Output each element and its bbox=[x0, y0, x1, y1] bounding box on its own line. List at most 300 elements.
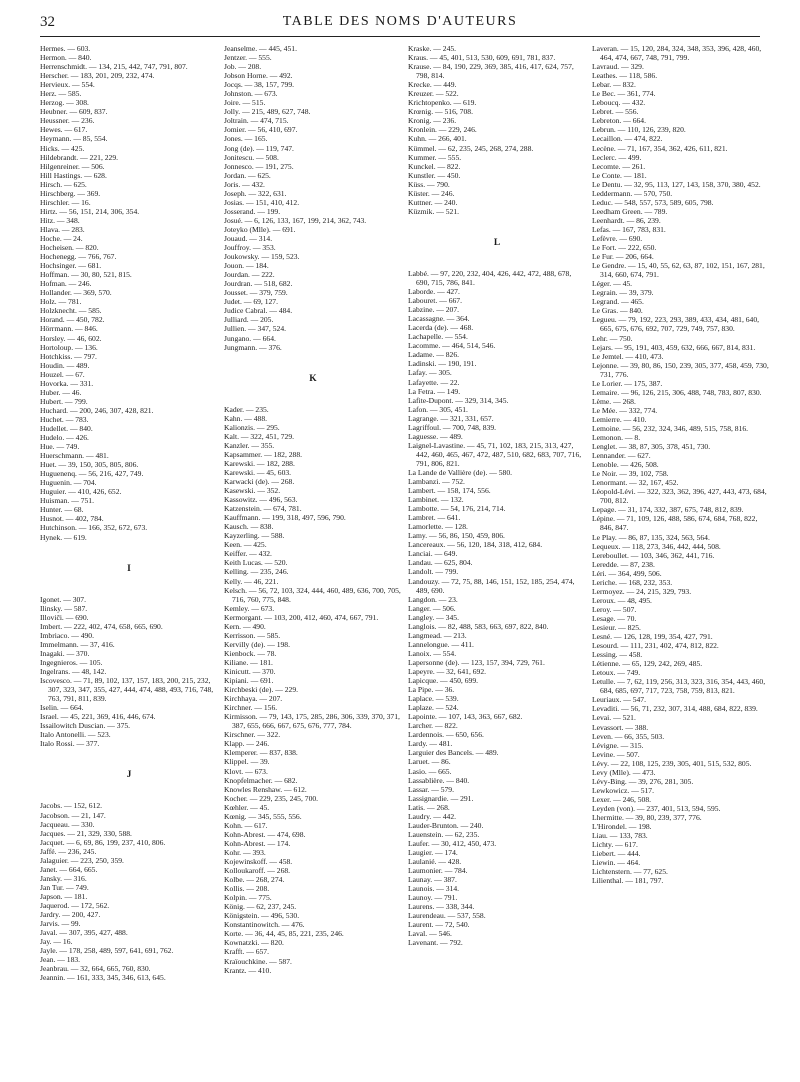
index-entry: La Fetra. — 149. bbox=[408, 386, 461, 396]
index-entry: Hlava. — 283. bbox=[40, 224, 85, 234]
index-entry: Jan Tur. — 749. bbox=[40, 882, 89, 892]
index-entry: Krecke. — 449. bbox=[408, 80, 457, 90]
index-entry: Lanciai. — 649. bbox=[408, 549, 458, 559]
index-entry: Holz. — 781. bbox=[40, 297, 82, 307]
index-entry: Lemierre. — 410. bbox=[592, 414, 647, 424]
header-rule bbox=[40, 36, 760, 37]
index-entry: Kirschner. — 322. bbox=[224, 730, 281, 740]
index-entry: Lavraud. — 329. bbox=[592, 62, 644, 72]
index-entry: Kassowitz. — 496, 563. bbox=[224, 495, 298, 505]
index-entry: Jacobs. — 152, 612. bbox=[40, 801, 103, 811]
index-entry: Laulanié. — 428. bbox=[408, 856, 462, 866]
index-entry: Jeanbrau. — 32, 664, 665, 760, 830. bbox=[40, 964, 151, 974]
index-entry: Klippel. — 39. bbox=[224, 757, 270, 767]
index-entry: Kanzler. — 355. bbox=[224, 440, 275, 450]
index-entry: Lebret. — 556. bbox=[592, 107, 639, 117]
index-entry: Lévigne. — 315. bbox=[592, 740, 644, 750]
index-entry: Langley. — 345. bbox=[408, 612, 459, 622]
index-entry: Ilinsky. — 587. bbox=[40, 603, 88, 613]
index-entry: Lapersonne (de). — 123, 157, 394, 729, 761. bbox=[408, 657, 545, 667]
index-entry: Kayzerling. — 588. bbox=[224, 531, 285, 541]
index-entry: Larcher. — 822. bbox=[408, 721, 458, 731]
index-entry: Lamorlette. — 128. bbox=[408, 522, 468, 532]
index-entry: Levine. — 507. bbox=[592, 749, 640, 759]
index-entry: Laplace. — 539. bbox=[408, 694, 459, 704]
index-entry: Jayle. — 178, 258, 489, 597, 641, 691, 762. bbox=[40, 946, 174, 956]
index-entry: Levai. — 521. bbox=[592, 713, 636, 723]
index-entry: Lassablière. — 840. bbox=[408, 775, 470, 785]
index-entry: Launay. — 387. bbox=[408, 875, 457, 885]
index-entry: Lichtenstern. — 77, 625. bbox=[592, 867, 668, 877]
index-entry: Kœnig. — 345, 555, 556. bbox=[224, 811, 302, 821]
index-entry: Jaffé. — 236, 245. bbox=[40, 846, 97, 856]
index-entry: Lassar. — 579. bbox=[408, 784, 454, 794]
index-entry: Ingegnieros. — 105. bbox=[40, 657, 103, 667]
section-letter: J bbox=[126, 770, 132, 781]
index-entry: Lewkowicz. — 517. bbox=[592, 785, 654, 795]
index-entry: Lemaire. — 96, 126, 215, 306, 488, 748, 783, 807, 830. bbox=[592, 387, 762, 397]
index-entry: Lichty. — 617. bbox=[592, 840, 638, 850]
index-entry: Letoux. — 749. bbox=[592, 668, 641, 678]
index-entry: Leclerc. — 499. bbox=[592, 152, 642, 162]
index-entry: Launoy. — 791. bbox=[408, 893, 458, 903]
index-entry: Illoviči. — 690. bbox=[40, 612, 89, 622]
index-entry: Kohn-Abrest. — 474, 698. bbox=[224, 829, 306, 839]
index-entry: Lafite-Dupont. — 329, 314, 345. bbox=[408, 395, 509, 405]
index-entry: Langmead. — 213. bbox=[408, 630, 467, 640]
index-entry: Immelmann. — 37, 416. bbox=[40, 639, 115, 649]
index-entry: Ladame. — 826. bbox=[408, 350, 460, 360]
index-entry: Jacquet. — 6, 69, 86, 199, 237, 410, 806. bbox=[40, 837, 166, 847]
index-entry: Hitz. — 348. bbox=[40, 215, 80, 225]
index-column-2 bbox=[224, 44, 402, 1074]
index-entry: Klovt. — 673. bbox=[224, 766, 268, 776]
index-entry: Laplaze. — 524. bbox=[408, 703, 459, 713]
index-entry: Lequeux. — 118, 273, 346, 442, 444, 508. bbox=[592, 541, 721, 551]
index-entry: Labbé. — 97, 220, 232, 404, 426, 442, 472, 488, 678, 690, 715, 786, 841. bbox=[408, 268, 572, 287]
index-entry: Lafon. — 305, 451. bbox=[408, 404, 468, 414]
index-entry: Jourdan. — 222. bbox=[224, 270, 275, 280]
index-entry: Lacomme. — 464, 514, 546. bbox=[408, 341, 496, 351]
index-entry: Laignel-Lavastine. — 45, 71, 102, 183, 215, 313, 427, 442, 460, 465, 467, 472, 487, 510, 682, 683, 707, 716, 791, 806, 821. bbox=[408, 440, 582, 468]
index-entry: Hirsch. — 625. bbox=[40, 179, 87, 189]
index-entry: Laufer. — 30, 412, 450, 473. bbox=[408, 838, 497, 848]
index-entry: Kermorgant. — 103, 200, 412, 460, 474, 667, 791. bbox=[224, 612, 379, 622]
index-entry: Kreuzer. — 522. bbox=[408, 89, 459, 99]
index-entry: Krœnig. — 516, 708. bbox=[408, 107, 473, 117]
index-entry: Legrand. — 465. bbox=[592, 297, 644, 307]
index-entry: Kohr. — 393. bbox=[224, 847, 266, 857]
index-entry: Le Fort. — 222, 650. bbox=[592, 243, 657, 253]
index-entry: Heubner. — 609, 837. bbox=[40, 107, 108, 117]
index-entry: Lafayette. — 22. bbox=[408, 377, 460, 387]
index-entry: Jeannin. — 161, 333, 345, 346, 613, 645. bbox=[40, 973, 166, 983]
index-entry: Lagrange. — 321, 331, 657. bbox=[408, 413, 494, 423]
index-entry: Jalaguier. — 223, 250, 359. bbox=[40, 855, 124, 865]
index-entry: Hildebrandt. — 221, 229. bbox=[40, 152, 119, 162]
index-entry: Kiliane. — 181. bbox=[224, 657, 273, 667]
index-entry: Hirtz. — 56, 151, 214, 306, 354. bbox=[40, 206, 140, 216]
index-entry: Liau. — 133, 783. bbox=[592, 831, 648, 841]
index-entry: Hortoloup. — 136. bbox=[40, 342, 98, 352]
section-letter: I bbox=[127, 563, 131, 574]
index-entry: Lamy. — 56, 86, 150, 459, 806. bbox=[408, 531, 505, 541]
index-entry: Leriche. — 168, 232, 353. bbox=[592, 577, 673, 587]
index-entry: Lesourd. — 111, 231, 402, 474, 812, 822. bbox=[592, 641, 719, 651]
index-entry: Heussner. — 236. bbox=[40, 116, 95, 126]
index-entry: Leduc. — 548, 557, 573, 589, 605, 798. bbox=[592, 197, 714, 207]
index-entry: Jaquerod. — 172, 562. bbox=[40, 900, 110, 910]
index-entry: Krichtopenko. — 619. bbox=[408, 98, 477, 108]
index-entry: Imbert. — 222, 402, 474, 658, 665, 690. bbox=[40, 621, 163, 631]
index-entry: Kohn. — 617. bbox=[224, 820, 268, 830]
index-entry: Liewin. — 464. bbox=[592, 858, 641, 868]
index-entry: Kasewski. — 352. bbox=[224, 486, 281, 496]
index-entry: Le Mée. — 332, 774. bbox=[592, 405, 658, 415]
index-entry: Hubert. — 799. bbox=[40, 396, 88, 406]
index-entry: Kojewinskoff. — 458. bbox=[224, 856, 293, 866]
index-entry: Karwacki (de). — 268. bbox=[224, 477, 295, 487]
index-entry: Joteyko (Mlle). — 691. bbox=[224, 224, 296, 234]
index-entry: Lafay. — 305. bbox=[408, 368, 452, 378]
index-entry: Kolloukaroff. — 268. bbox=[224, 866, 291, 876]
index-entry: Imbriaco. — 490. bbox=[40, 630, 94, 640]
index-entry: Le Noir. — 39, 102, 758. bbox=[592, 469, 669, 479]
index-entry: Landau. — 625, 804. bbox=[408, 558, 473, 568]
index-entry: Leuriaux. — 547. bbox=[592, 695, 646, 705]
index-entry: Janet. — 664, 665. bbox=[40, 864, 98, 874]
index-entry: Huchard. — 200, 246, 307, 428, 821. bbox=[40, 405, 154, 415]
index-entry: Le Gras. — 840. bbox=[592, 306, 643, 316]
index-entry: Leroux. — 48, 495. bbox=[592, 595, 652, 605]
index-entry: Jarvis. — 99. bbox=[40, 919, 81, 929]
index-entry: Kuhn. — 266, 401. bbox=[408, 134, 467, 144]
index-entry: Joris. — 432. bbox=[224, 179, 265, 189]
index-entry: Iselin. — 664. bbox=[40, 703, 84, 713]
index-entry: Lebreton. — 664. bbox=[592, 116, 646, 126]
index-entry: Le Gendre. — 15, 40, 55, 62, 63, 87, 102, 151, 167, 281, 314, 660, 674, 791. bbox=[592, 261, 765, 280]
index-entry: Le Conte. — 181. bbox=[592, 170, 647, 180]
index-entry: Hofman. — 246. bbox=[40, 279, 92, 289]
index-entry: Lambanzi. — 752. bbox=[408, 477, 465, 487]
index-entry: Lejonne. — 39, 80, 86, 150, 239, 305, 377, 458, 459, 730, 731, 776. bbox=[592, 360, 769, 379]
index-entry: Huisman. — 751. bbox=[40, 496, 94, 506]
index-entry: Lavenant. — 792. bbox=[408, 938, 463, 948]
index-entry: Joseph. — 322, 631. bbox=[224, 188, 287, 198]
index-entry: Hervieux. — 554. bbox=[40, 80, 95, 90]
index-entry: Lachapelle. — 554. bbox=[408, 332, 468, 342]
index-entry: Laugier. — 174. bbox=[408, 847, 458, 857]
section-letter: K bbox=[309, 373, 317, 384]
index-entry: Jonnesco. — 191, 275. bbox=[224, 161, 294, 171]
index-entry: Hudellet. — 840. bbox=[40, 423, 93, 433]
running-title: TABLE DES NOMS D'AUTEURS bbox=[282, 14, 518, 29]
index-entry: Létienne. — 65, 129, 242, 269, 485. bbox=[592, 659, 703, 669]
index-entry: L'Hirondel. — 198. bbox=[592, 822, 652, 832]
index-entry: Kuttner. — 240. bbox=[408, 197, 458, 207]
index-entry: Kümmel. — 62, 235, 245, 268, 274, 288. bbox=[408, 143, 534, 153]
index-entry: Latis. — 268. bbox=[408, 802, 450, 812]
index-entry: Lenormant. — 32, 167, 452. bbox=[592, 478, 679, 488]
index-entry: Huerschmann. — 481. bbox=[40, 451, 109, 461]
index-entry: Langlois. — 82, 488, 583, 663, 697, 822, 840. bbox=[408, 621, 549, 631]
index-entry: Hermon. — 840. bbox=[40, 53, 92, 63]
index-entry: Lagriffoul. — 700, 748, 839. bbox=[408, 422, 497, 432]
index-entry: Labzine. — 207. bbox=[408, 305, 460, 315]
index-entry: Johnston. — 673. bbox=[224, 89, 278, 99]
index-entry: Lebar. — 832. bbox=[592, 80, 636, 90]
index-entry: Lebrun. — 110, 126, 239, 820. bbox=[592, 125, 686, 135]
index-entry: Lévy. — 22, 108, 125, 239, 305, 401, 515, 532, 805. bbox=[592, 758, 752, 768]
index-entry: La Pipe. — 36. bbox=[408, 685, 455, 695]
index-entry: Lacerda (de). — 468. bbox=[408, 323, 474, 333]
index-entry: Laruet. — 86. bbox=[408, 757, 451, 767]
index-entry: Lesieur. — 825. bbox=[592, 623, 641, 632]
index-entry: Jones. — 165. bbox=[224, 134, 268, 144]
index-entry: Horsley. — 46, 602. bbox=[40, 333, 102, 343]
index-entry: Kern. — 490. bbox=[224, 621, 266, 631]
index-entry: Lanoix. — 554. bbox=[408, 648, 457, 658]
index-entry: Laurent. — 72, 540. bbox=[408, 920, 470, 930]
index-entry: Hudelo. — 426. bbox=[40, 433, 89, 443]
page-number: 32 bbox=[40, 14, 55, 30]
index-entry: Lermoyez. — 24, 215, 329, 793. bbox=[592, 586, 692, 596]
index-entry: Laurendeau. — 537, 558. bbox=[408, 911, 486, 921]
index-entry: Langdon. — 23. bbox=[408, 594, 458, 604]
index-column-3 bbox=[408, 44, 586, 1074]
index-entry: Lhermitte. — 39, 80, 239, 377, 776. bbox=[592, 812, 702, 822]
section-letter: L bbox=[493, 237, 501, 248]
index-entry: Kunckel. — 822. bbox=[408, 161, 461, 171]
index-entry: Kervilly (de). — 198. bbox=[224, 639, 291, 649]
index-entry: Lemonon. — 8. bbox=[592, 433, 641, 443]
index-entry: Lennander. — 627. bbox=[592, 451, 651, 461]
index-entry: Israel. — 45, 221, 369, 416, 446, 674. bbox=[40, 712, 156, 722]
index-entry: Léri. — 364, 499, 506. bbox=[592, 568, 662, 578]
index-entry: Kocher. — 229, 235, 245, 700. bbox=[224, 793, 319, 803]
index-entry: Le Bec. — 361, 774. bbox=[592, 89, 656, 99]
index-entry: Hirschler. — 16. bbox=[40, 197, 91, 207]
index-entry: Hirschberg. — 369. bbox=[40, 188, 101, 198]
index-column-4 bbox=[592, 44, 770, 1074]
index-entry: Kelsch. — 56, 72, 103, 324, 444, 460, 489, 636, 700, 705, 716, 760, 775, 848. bbox=[224, 585, 401, 604]
index-entry: Keith Lucas. — 520. bbox=[224, 558, 288, 568]
index-entry: Jay. — 16. bbox=[40, 937, 73, 947]
index-entry: Karewski. — 182, 288. bbox=[224, 458, 295, 468]
index-entry: Jousset. — 379, 759. bbox=[224, 288, 288, 298]
index-entry: Levassort. — 388. bbox=[592, 722, 649, 732]
index-entry: Huguenin. — 704. bbox=[40, 478, 97, 488]
index-entry: Kirchhaya. — 207. bbox=[224, 694, 283, 704]
index-entry: Judet. — 69, 127. bbox=[224, 297, 278, 307]
index-entry: Laborde. — 427. bbox=[408, 287, 460, 297]
index-entry: Jonitescu. — 508. bbox=[224, 152, 279, 162]
index-entry: Lardennois. — 650, 656. bbox=[408, 730, 484, 740]
index-entry: Kalt. — 322, 451, 729. bbox=[224, 431, 295, 441]
index-entry: Landolt. — 799. bbox=[408, 567, 459, 577]
index-entry: Jeanselme. — 445, 451. bbox=[224, 44, 297, 53]
index-entry: Letulle. — 7, 62, 119, 256, 313, 323, 316, 354, 443, 460, 684, 685, 697, 717, 723, 758, 759, 813, 821. bbox=[592, 677, 766, 696]
index-entry: Jourdran. — 518, 682. bbox=[224, 279, 293, 289]
index-entry: Lepage. — 31, 174, 332, 387, 675, 748, 812, 839. bbox=[592, 505, 744, 515]
index-entry: Laudry. — 442. bbox=[408, 811, 457, 821]
index-entry: Lambert. — 158, 174, 556. bbox=[408, 486, 491, 496]
index-entry: Iscovesco. — 71, 89, 102, 137, 157, 183, 200, 215, 232, 307, 323, 347, 355, 427, 444, 474, 488, 493, 716, 748, 763, 791, 811, 839. bbox=[40, 676, 214, 704]
index-entry: Josias. — 151, 410, 412. bbox=[224, 197, 300, 207]
index-entry: Lemoine. — 56, 232, 324, 346, 489, 515, 758, 816. bbox=[592, 423, 749, 433]
index-entry: Le Fur. — 206, 664. bbox=[592, 252, 654, 262]
index-entry: Kirchner. — 156. bbox=[224, 703, 278, 713]
index-entry: Jong (de). — 119, 747. bbox=[224, 143, 294, 153]
index-entry: Jobson Horne. — 492. bbox=[224, 71, 293, 81]
index-entry: Jomier. — 56, 410, 697. bbox=[224, 125, 298, 135]
index-entry: Laguesse. — 489. bbox=[408, 431, 463, 441]
index-entry: Knopfelmacher. — 682. bbox=[224, 775, 298, 785]
index-entry: Huet. — 39, 150, 305, 805, 806. bbox=[40, 460, 139, 470]
index-entry: Jordan. — 625. bbox=[224, 170, 271, 180]
index-entry: Lapointe. — 107, 143, 363, 667, 682. bbox=[408, 712, 523, 722]
index-entry: Hotchkiss. — 797. bbox=[40, 351, 97, 361]
index-entry: König. — 62, 237, 245. bbox=[224, 902, 297, 912]
index-entry: Josserand. — 199. bbox=[224, 206, 281, 216]
index-entry: Kronlein. — 229, 246. bbox=[408, 125, 477, 135]
index-entry: Jacqueau. — 330. bbox=[40, 819, 95, 829]
index-entry: Kelling. — 235, 246. bbox=[224, 567, 289, 577]
index-entry: Hutchinson. — 166, 352, 672, 673. bbox=[40, 523, 148, 533]
index-entry: Lauenstein. — 62, 235. bbox=[408, 829, 480, 839]
index-entry: Horand. — 450, 782. bbox=[40, 315, 105, 325]
index-entry: Kauffmann. — 199, 318, 497, 596, 790. bbox=[224, 513, 346, 523]
index-entry: Laveran. — 15, 120, 284, 324, 348, 353, 396, 428, 460, 464, 474, 667, 748, 791, 799. bbox=[592, 44, 762, 63]
index-entry: Kraïouchkine. — 587. bbox=[224, 956, 292, 966]
index-entry: Hicks. — 425. bbox=[40, 143, 85, 153]
index-entry: Leenhardt. — 86, 239. bbox=[592, 215, 661, 225]
index-entry: Kalionzis. — 295. bbox=[224, 422, 280, 432]
index-entry: Hoche. — 24. bbox=[40, 233, 83, 243]
index-entry: Ingelrans. — 48, 142. bbox=[40, 667, 107, 676]
index-entry: Herrenschmidt. — 134, 215, 442, 747, 791, 807. bbox=[40, 62, 188, 72]
index-entry: Joltrain. — 474, 715. bbox=[224, 116, 289, 126]
index-entry: Leven. — 66, 355, 503. bbox=[592, 731, 665, 741]
index-entry: Kahn. — 488. bbox=[224, 413, 268, 423]
index-entry: Igonet. — 307. bbox=[40, 594, 86, 604]
index-entry: Joire. — 515. bbox=[224, 98, 266, 108]
index-entry: Inagaki. — 370. bbox=[40, 648, 90, 658]
index-entry: Lacassagne. — 364. bbox=[408, 314, 470, 324]
index-entry: Krantz. — 410. bbox=[224, 965, 272, 975]
index-entry: Krause. — 84, 190, 229, 369, 385, 416, 417, 624, 757, 798, 814. bbox=[408, 62, 574, 81]
index-columns bbox=[40, 44, 768, 1074]
index-entry: Launois. — 314. bbox=[408, 884, 460, 894]
index-entry: Lardy. — 481. bbox=[408, 739, 453, 749]
index-entry: Jouon. — 184. bbox=[224, 261, 269, 271]
index-entry: Lesné. — 126, 128, 199, 354, 427, 791. bbox=[592, 632, 713, 642]
index-entry: Lecène. — 71, 167, 354, 362, 426, 611, 821. bbox=[592, 143, 728, 153]
index-entry: Leedham Green. — 789. bbox=[592, 206, 668, 216]
index-entry: Hörrmann. — 846. bbox=[40, 324, 98, 334]
index-entry: Leredde. — 87, 238. bbox=[592, 559, 655, 569]
index-entry: Lassignardie. — 291. bbox=[408, 793, 474, 803]
index-entry: Levaditi. — 56, 71, 232, 307, 314, 488, 684, 822, 839. bbox=[592, 704, 758, 714]
index-entry: Huchet. — 783. bbox=[40, 414, 89, 424]
index-entry: Jocqs. — 38, 157, 799. bbox=[224, 80, 295, 90]
index-entry: Leboucq. — 432. bbox=[592, 98, 646, 108]
index-entry: Lambinet. — 132. bbox=[408, 495, 464, 505]
index-entry: Knowles Renshaw. — 612. bbox=[224, 784, 307, 794]
index-entry: Kirmisson. — 79, 143, 175, 285, 286, 306, 339, 370, 371, 387, 655, 666, 667, 675, 676, 777, 784. bbox=[224, 712, 400, 731]
index-entry: Kirchbeski (de). — 229. bbox=[224, 685, 299, 695]
index-entry: Judice Cabral. — 484. bbox=[224, 306, 293, 316]
index-entry: Léopold-Lévi. — 322, 323, 362, 396, 427, 443, 473, 684, 700, 812. bbox=[592, 487, 767, 506]
index-entry: Lexer. — 246, 508. bbox=[592, 794, 652, 804]
index-entry: Kolbe. — 268, 274. bbox=[224, 875, 285, 885]
index-entry: Kausch. — 838. bbox=[224, 522, 274, 532]
index-entry: Herscher. — 183, 201, 209, 232, 474. bbox=[40, 71, 155, 81]
index-entry: Jungano. — 664. bbox=[224, 333, 276, 343]
index-entry: Joukowsky. — 159, 523. bbox=[224, 252, 300, 262]
index-entry: Kelly. — 46, 221. bbox=[224, 576, 279, 586]
index-entry: Job. — 208. bbox=[224, 62, 262, 72]
index-entry: Karewski. — 45, 603. bbox=[224, 467, 292, 477]
index-entry: Jentzer. — 555. bbox=[224, 53, 272, 63]
index-entry: Lambotte. — 54, 176, 214, 714. bbox=[408, 504, 506, 514]
index-entry: Kemley. — 673. bbox=[224, 603, 275, 613]
index-entry: Houdin. — 489. bbox=[40, 360, 90, 370]
index-entry: Huguier. — 410, 426, 652. bbox=[40, 487, 122, 497]
index-entry: Husnot. — 402, 784. bbox=[40, 514, 104, 524]
index-entry: Hochsinger. — 681. bbox=[40, 261, 102, 271]
index-entry: Herz. — 585. bbox=[40, 89, 82, 99]
index-entry: Kienbock. — 78. bbox=[224, 648, 277, 658]
index-entry: Kerrisson. — 585. bbox=[224, 630, 281, 640]
index-entry: Legueu. — 79, 192, 223, 293, 389, 433, 434, 481, 640, 665, 675, 676, 692, 707, 729, 749, 757, 830. bbox=[592, 315, 760, 334]
index-entry: Kipiani. — 691. bbox=[224, 676, 274, 686]
index-entry: Kummer. — 555. bbox=[408, 152, 462, 162]
index-entry: Lapicque. — 450, 699. bbox=[408, 676, 479, 686]
index-entry: Lème. — 268. bbox=[592, 396, 636, 406]
index-entry: Hocheisen. — 820. bbox=[40, 243, 99, 253]
index-entry: Keen. — 425. bbox=[224, 540, 267, 550]
index-entry: Jolly. — 215, 489, 627, 748. bbox=[224, 107, 311, 117]
index-entry: Josué. — 6, 126, 133, 167, 199, 214, 362, 743. bbox=[224, 215, 367, 225]
index-entry: Jean. — 183. bbox=[40, 955, 81, 965]
index-entry: Léger. — 45. bbox=[592, 279, 633, 289]
index-entry: Jouffroy. — 353. bbox=[224, 243, 276, 253]
index-entry: Kollis. — 208. bbox=[224, 884, 270, 894]
index-entry: Lesage. — 70. bbox=[592, 613, 637, 623]
index-entry: Jacques. — 21, 329, 330, 588. bbox=[40, 828, 132, 838]
index-entry: Lenoble. — 426, 508. bbox=[592, 460, 659, 470]
index-entry: Le Play. — 86, 87, 135, 324, 563, 564. bbox=[592, 532, 710, 542]
index-entry: Hynek. — 619. bbox=[40, 532, 87, 542]
index-entry: Julliard. — 205. bbox=[224, 315, 274, 325]
index-entry: Ladinski. — 190, 191. bbox=[408, 359, 477, 369]
index-entry: Huber. — 46. bbox=[40, 387, 82, 397]
index-entry: Kader. — 235. bbox=[224, 404, 269, 414]
index-entry: Hermes. — 603. bbox=[40, 44, 91, 53]
index-entry: Katzenstein. — 674, 781. bbox=[224, 504, 302, 514]
index-entry: Italo Rossi. — 377. bbox=[40, 739, 100, 749]
index-entry: Lehr. — 750. bbox=[592, 333, 633, 343]
index-entry: Lecaillon. — 474, 822. bbox=[592, 134, 663, 144]
index-entry: Lenglet. — 38, 87, 305, 378, 451, 730. bbox=[592, 442, 711, 452]
index-entry: Laurens. — 338, 344. bbox=[408, 902, 475, 912]
index-entry: Jullien. — 347, 524. bbox=[224, 324, 287, 334]
index-entry: La Lande de Vallière (de). — 580. bbox=[408, 467, 513, 477]
index-entry: Küzmik. — 521. bbox=[408, 206, 460, 216]
index-entry: Heymann. — 85, 554. bbox=[40, 134, 108, 144]
index-entry: Houzel. — 67. bbox=[40, 369, 85, 379]
